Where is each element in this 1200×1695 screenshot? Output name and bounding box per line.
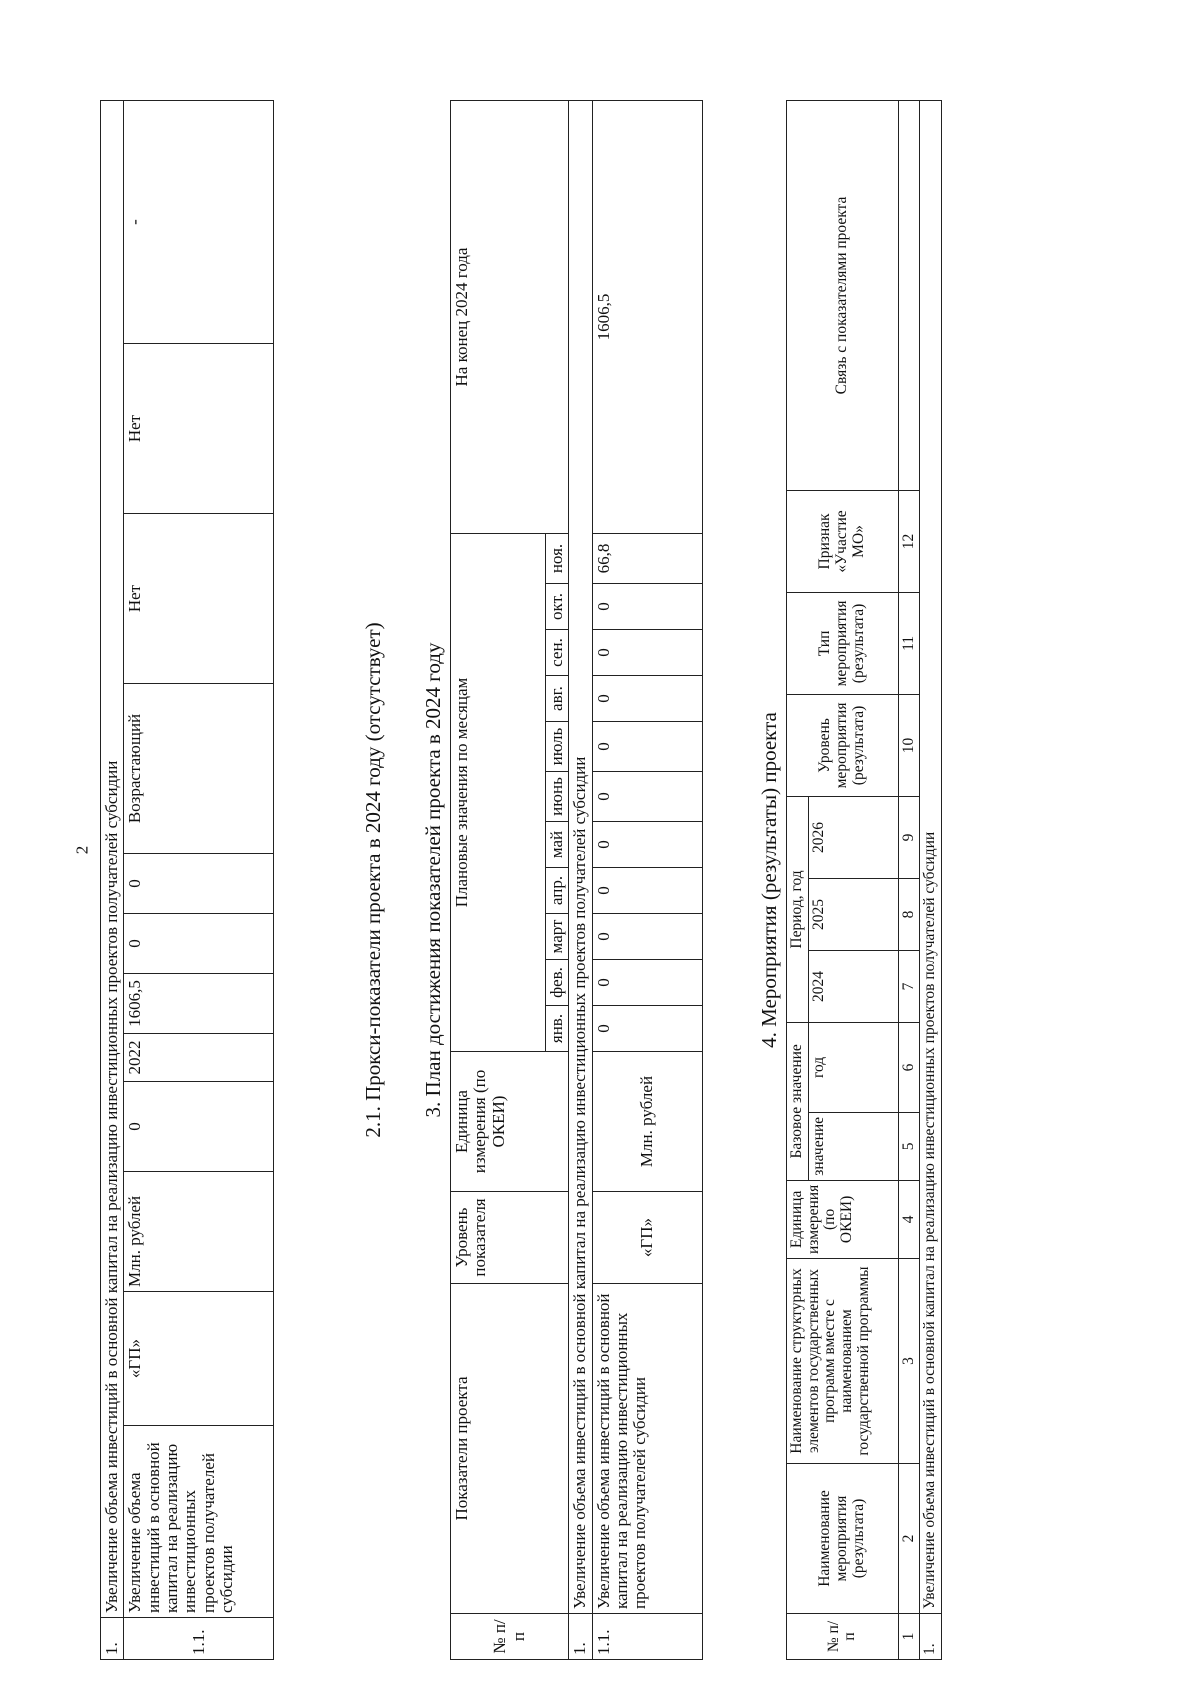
header-year: 2026 (808, 796, 898, 878)
table-row (124, 101, 274, 1660)
month-value: 0 (592, 676, 702, 722)
month-value: 0 (592, 722, 702, 772)
indicator-name: Увеличение объема инвестиций в основной капитал на реализацию инвестиционных проектов получателей субсидии (592, 1284, 702, 1614)
col-number: 11 (898, 592, 920, 694)
header-level: Уровень мероприятия (результата) (787, 694, 899, 796)
activities-header-row (787, 101, 809, 1660)
group-title: Увеличение объема инвестиций в основной капитал на реализацию инвестиционных проектов получателей субсидии (101, 101, 124, 1618)
column-numbers-row (898, 101, 920, 1660)
col-number: 12 (898, 490, 920, 592)
table-row (592, 101, 702, 1660)
header-unit: Единица измерения (по ОКЕИ) (787, 1180, 899, 1258)
col-number: 8 (898, 878, 920, 950)
indicator-unit: Млн. рублей (592, 1052, 702, 1192)
group-title: Увеличение объема инвестиций в основной капитал на реализацию инвестиционных проектов получателей субсидии (569, 101, 592, 1614)
rotated-page-content (100, 100, 1100, 1660)
col-number: 3 (898, 1259, 920, 1464)
header-year: 2024 (808, 950, 898, 1022)
section-3-title: 3. План достижения показателей проекта в 2024 году (421, 642, 445, 1118)
header-plan: Плановые значения по месяцам (451, 534, 546, 1052)
plan-group-row (569, 101, 592, 1660)
month-value: 0 (592, 822, 702, 868)
group-title: Увеличение объема инвестиций в основной капитал на реализацию инвестиционных проектов получателей субсидии (920, 101, 942, 1614)
month-header: март (546, 914, 569, 960)
header-end: На конец 2024 года (451, 101, 569, 534)
month-header: июль (546, 722, 569, 772)
value-2024: 1606,5 (124, 974, 274, 1034)
col-number: 4 (898, 1180, 920, 1258)
col-number-spacer (898, 101, 920, 491)
header-period: Период, год (787, 796, 809, 1022)
plan-header-row (451, 101, 546, 1660)
indicator-unit: Млн. рублей (124, 1172, 274, 1292)
col-number: 2 (898, 1464, 920, 1614)
header-mo: Признак «Участие МО» (787, 490, 899, 592)
flag-1: Нет (124, 514, 274, 684)
month-value: 0 (592, 772, 702, 822)
indicator-link: - (124, 101, 274, 344)
page-number: 2 (72, 845, 92, 855)
month-value: 0 (592, 1006, 702, 1052)
section-4-title: 4. Мероприятия (результаты) проекта (757, 712, 781, 1048)
indicator-level: «ГП» (124, 1292, 274, 1426)
row-number: 1.1. (124, 1618, 274, 1660)
month-value: 66,8 (592, 534, 702, 584)
indicator-trend: Возрастающий (124, 684, 274, 854)
month-header: янв. (546, 1006, 569, 1052)
base-year: 2022 (124, 1034, 274, 1082)
header-type: Тип мероприятия (результата) (787, 592, 899, 694)
plan-table (450, 100, 703, 1660)
header-base: Базовое значение (787, 1022, 809, 1180)
col-number: 7 (898, 950, 920, 1022)
row-number: 1. (920, 1614, 942, 1660)
header-name: Наименование мероприятия (результата) (787, 1464, 899, 1614)
header-unit: Единица измерения (по ОКЕИ) (451, 1052, 569, 1192)
month-header: ноя. (546, 534, 569, 584)
row-number: 1. (101, 1618, 124, 1660)
header-base-year: год (808, 1022, 898, 1112)
col-number: 5 (898, 1112, 920, 1180)
header-num: № п/п (787, 1614, 899, 1660)
col-number: 6 (898, 1022, 920, 1112)
month-value: 0 (592, 584, 702, 630)
header-indicators: Показатели проекта (451, 1284, 569, 1614)
activities-group-row (920, 101, 942, 1660)
row-number: 1. (569, 1614, 592, 1660)
indicator-name: Увеличение объема инвестиций в основной капитал на реализацию инвестиционных проектов получателей субсидии (124, 1426, 274, 1618)
value-2026: 0 (124, 854, 274, 914)
header-level: Уровень показателя (451, 1192, 569, 1284)
month-value: 0 (592, 630, 702, 676)
col-number: 10 (898, 694, 920, 796)
indicators-table (100, 100, 274, 1660)
base-value: 0 (124, 1082, 274, 1172)
month-header: май (546, 822, 569, 868)
flag-2: Нет (124, 344, 274, 514)
activities-table (786, 100, 942, 1660)
month-header: фев. (546, 960, 569, 1006)
month-value: 0 (592, 960, 702, 1006)
month-value: 0 (592, 914, 702, 960)
indicator-level: «ГП» (592, 1192, 702, 1284)
month-value: 0 (592, 868, 702, 914)
value-2025: 0 (124, 914, 274, 974)
header-struct: Наименование структурных элементов государственных программ вместе с наименованием государственной программы (787, 1259, 899, 1464)
month-header: авг. (546, 676, 569, 722)
col-number: 9 (898, 796, 920, 878)
header-num: № п/п (451, 1614, 569, 1660)
end-of-year-value: 1606,5 (592, 101, 702, 534)
row-number: 1.1. (592, 1614, 702, 1660)
month-header: июнь (546, 772, 569, 822)
section-2-1-title: 2.1. Прокси-показатели проекта в 2024 году (отсутствует) (361, 622, 385, 1138)
header-base-value: значение (808, 1112, 898, 1180)
month-header: окт. (546, 584, 569, 630)
header-link: Связь с показателями проекта (787, 101, 899, 491)
month-header: апр. (546, 868, 569, 914)
header-year: 2025 (808, 878, 898, 950)
col-number: 1 (898, 1614, 920, 1660)
table1-group-row (101, 101, 124, 1660)
month-header: сен. (546, 630, 569, 676)
